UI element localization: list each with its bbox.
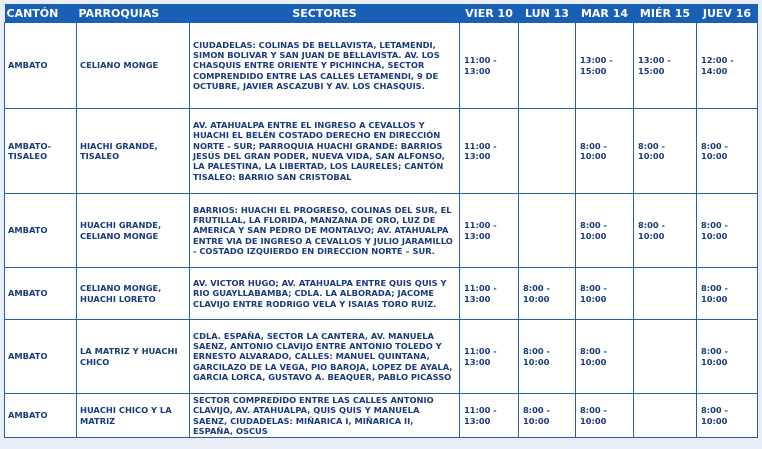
cell-juev-16: 8:00 - 10:00 xyxy=(697,109,758,194)
header-lun-13: LUN 13 xyxy=(519,4,576,23)
cell-juev-16: 8:00 - 10:00 xyxy=(697,194,758,268)
table-row xyxy=(5,320,758,394)
cell-vier-10: 11:00 - 13:00 xyxy=(460,394,519,438)
cell-canton: AMBATO xyxy=(5,320,77,394)
header-row xyxy=(5,4,758,23)
cell-mar-14: 13:00 - 15:00 xyxy=(576,23,634,109)
header-canton: CANTÓN xyxy=(5,4,77,23)
cell-canton: AMBATO xyxy=(5,268,77,320)
outage-schedule-table xyxy=(4,4,758,438)
table-row xyxy=(5,394,758,438)
cell-mar-14: 8:00 - 10:00 xyxy=(576,320,634,394)
header-vier-10: VIER 10 xyxy=(460,4,519,23)
cell-lun-13: 8:00 - 10:00 xyxy=(519,394,576,438)
cell-vier-10: 11:00 - 13:00 xyxy=(460,194,519,268)
cell-mier-15: 8:00 - 10:00 xyxy=(634,109,697,194)
cell-canton: AMBATO- TISALEO xyxy=(5,109,77,194)
cell-mar-14: 8:00 - 10:00 xyxy=(576,268,634,320)
cell-canton: AMBATO xyxy=(5,194,77,268)
table-row xyxy=(5,23,758,109)
cell-lun-13 xyxy=(519,109,576,194)
cell-vier-10: 11:00 - 13:00 xyxy=(460,268,519,320)
cell-juev-16: 8:00 - 10:00 xyxy=(697,320,758,394)
cell-lun-13: 8:00 - 10:00 xyxy=(519,320,576,394)
cell-mar-14: 8:00 - 10:00 xyxy=(576,109,634,194)
cell-sectores: BARRIOS: HUACHI EL PROGRESO, COLINAS DEL SUR, EL FRUTILLAL, LA FLORIDA, MANZANA DE ORO, LUZ DE AMERICA Y SAN PEDRO DE MONTALVO; AV. ATAHUALPA ENTRE VIA DE INGRESO A CEVALLOS Y JULIO JARAMILLO - COSTADO IZQUIERDO EN DIRECCION NORTE – SUR. xyxy=(190,194,460,268)
cell-mier-15 xyxy=(634,268,697,320)
cell-sectores: AV. VICTOR HUGO; AV. ATAHUALPA ENTRE QUIS QUIS Y RIO GUAYLLABAMBA; CDLA. LA ALBORADA; JACOME CLAVIJO ENTRE RODRIGO VELA Y ISAIAS TORO RUIZ. xyxy=(190,268,460,320)
cell-juev-16: 8:00 - 10:00 xyxy=(697,268,758,320)
cell-vier-10: 11:00 - 13:00 xyxy=(460,109,519,194)
header-mar-14: MAR 14 xyxy=(576,4,634,23)
cell-juev-16: 8:00 - 10:00 xyxy=(697,394,758,438)
cell-mier-15: 8:00 - 10:00 xyxy=(634,194,697,268)
cell-mar-14: 8:00 - 10:00 xyxy=(576,394,634,438)
table-row xyxy=(5,194,758,268)
table-row xyxy=(5,268,758,320)
cell-mier-15 xyxy=(634,394,697,438)
cell-parroquias: CELIANO MONGE xyxy=(77,23,190,109)
cell-sectores: CIUDADELAS: COLINAS DE BELLAVISTA, LETAMENDI, SIMON BOLIVAR Y SAN JUAN DE BELLAVISTA. AV. LOS CHASQUIS ENTRE ORIENTE Y PICHINCHA, SECTOR COMPRENDIDO ENTRE LAS CALLES LETAMENDI, 9 DE OCTUBRE, JAVIER ASCAZUBI Y AV. LOS CHASQUIS. xyxy=(190,23,460,109)
cell-sectores: AV. ATAHUALPA ENTRE EL INGRESO A CEVALLOS Y HUACHI EL BELÉN COSTADO DERECHO EN DIRECCIÓN NORTE - SUR; PARROQUIA HUACHI GRANDE: BARRIOS JESÚS DEL GRAN PODER, NUEVA VIDA, SAN ALFONSO, LA PALESTINA, LA LIBERTAD, LOS LAURELES; CANTÓN TISALEO: BARRIO SAN CRISTOBAL xyxy=(190,109,460,194)
cell-parroquias: HIACHI GRANDE, TISALEO xyxy=(77,109,190,194)
cell-mier-15 xyxy=(634,320,697,394)
cell-parroquias: CELIANO MONGE, HUACHI LORETO xyxy=(77,268,190,320)
header-mier-15: MIÉR 15 xyxy=(634,4,697,23)
cell-lun-13 xyxy=(519,23,576,109)
cell-parroquias: LA MATRIZ Y HUACHI CHICO xyxy=(77,320,190,394)
cell-mier-15: 13:00 - 15:00 xyxy=(634,23,697,109)
table-row xyxy=(5,109,758,194)
cell-canton: AMBATO xyxy=(5,23,77,109)
cell-lun-13: 8:00 - 10:00 xyxy=(519,268,576,320)
cell-parroquias: HUACHI CHICO Y LA MATRIZ xyxy=(77,394,190,438)
cell-parroquias: HUACHI GRANDE, CELIANO MONGE xyxy=(77,194,190,268)
cell-sectores: SECTOR COMPREDIDO ENTRE LAS CALLES ANTONIO CLAVIJO, AV. ATAHUALPA, QUIS QUIS Y MANUELA SAENZ, CIUDADELAS: MIÑARICA I, MIÑARICA II, ESPAÑA, OSCUS xyxy=(190,394,460,438)
cell-juev-16: 12:00 - 14:00 xyxy=(697,23,758,109)
cell-mar-14: 8:00 - 10:00 xyxy=(576,194,634,268)
cell-vier-10: 11:00 - 13:00 xyxy=(460,320,519,394)
header-juev-16: JUEV 16 xyxy=(697,4,758,23)
cell-vier-10: 11:00 - 13:00 xyxy=(460,23,519,109)
header-parroquias: PARROQUIAS xyxy=(77,4,190,23)
header-sectores: SECTORES xyxy=(190,4,460,23)
cell-lun-13 xyxy=(519,194,576,268)
cell-canton: AMBATO xyxy=(5,394,77,438)
cell-sectores: CDLA. ESPAÑA, SECTOR LA CANTERA, AV. MANUELA SAENZ, ANTONIO CLAVIJO ENTRE ANTONIO TOLEDO Y ERNESTO ALVARADO, CALLES: MANUEL QUINTANA, GARCILAZO DE LA VEGA, PIO BAROJA, LOPEZ DE AYALA, GARCIA LORCA, GUSTAVO A. BEAQUER, PABLO PICASSO xyxy=(190,320,460,394)
